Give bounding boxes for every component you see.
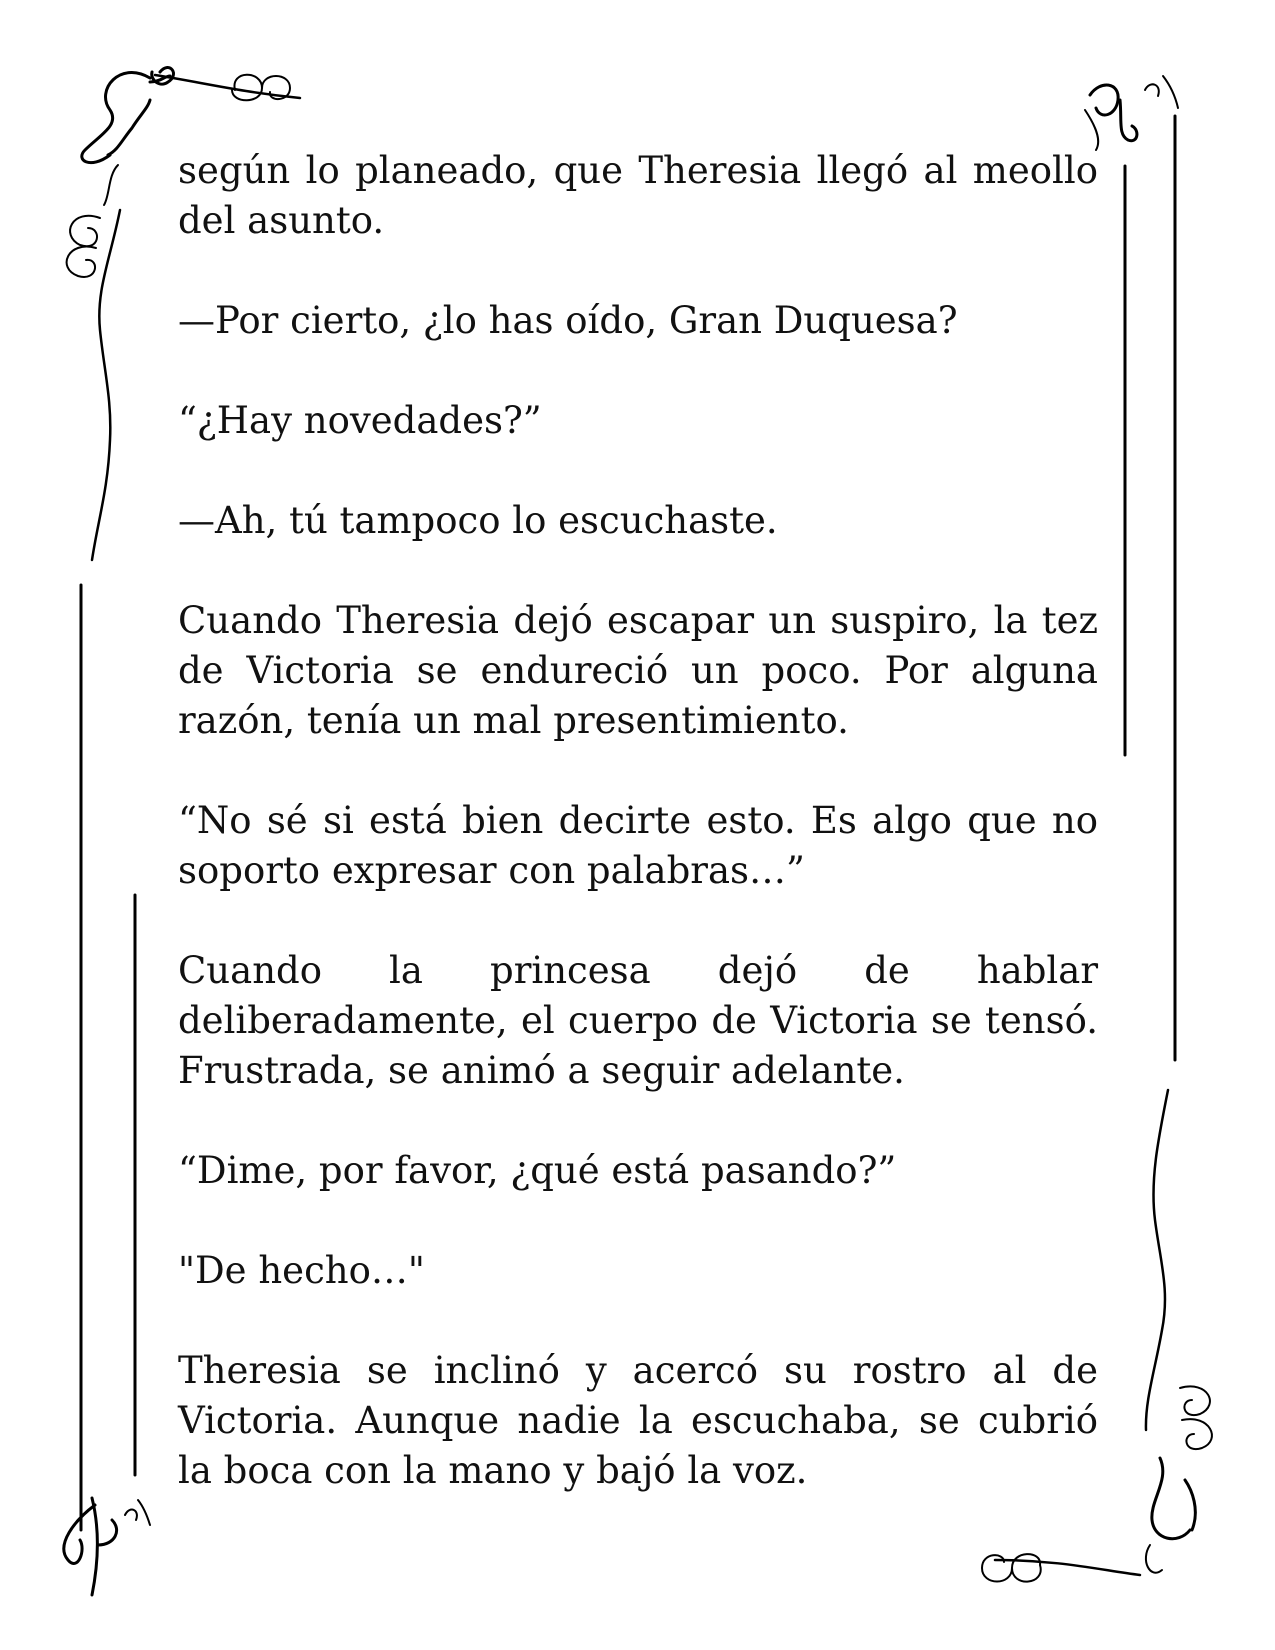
paragraph: “¿Hay novedades?” [178,399,542,442]
paragraph: —Ah, tú tampoco lo escuchaste. [178,499,778,542]
paragraph: según lo planeado, que Theresia llegó al meollo del asunto. [178,149,1098,242]
body-text [178,146,1098,1496]
paragraph: Cuando Theresia dejó escapar un suspiro, la tez de Victoria se endureció un poco. Por alguna razón, tenía un mal presentimiento. [178,599,1098,742]
paragraph: “No sé si está bien decirte esto. Es algo que no soporto expresar con palabras…” [178,799,1098,892]
paragraph: "De hecho…" [178,1249,425,1292]
flourish-bottom-left-icon [64,1498,150,1595]
paragraph: “Dime, por favor, ¿qué está pasando?” [178,1149,897,1192]
paragraph: —Por cierto, ¿lo has oído, Gran Duquesa? [178,299,958,342]
paragraph: Cuando la princesa dejó de hablar deliberadamente, el cuerpo de Victoria se tensó. Frustrada, se animó a seguir adelante. [178,949,1098,1092]
paragraph: Theresia se inclinó y acercó su rostro al de Victoria. Aunque nadie la escuchaba, se cubrió la boca con la mano y bajó la voz. [178,1349,1098,1492]
flourish-top-right-icon [1085,76,1178,1060]
